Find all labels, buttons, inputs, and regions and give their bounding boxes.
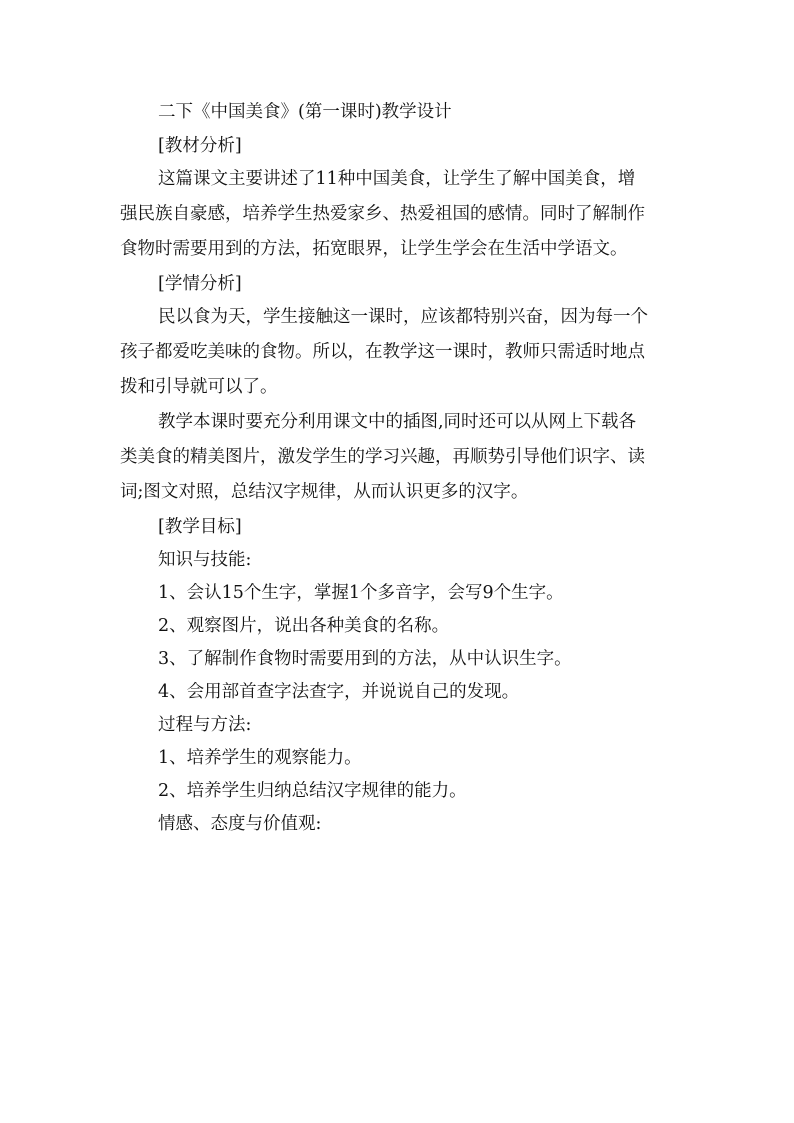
knowledge-item: 1、会认15个生字，掌握1个多音字，会写9个生字。 — [158, 583, 564, 603]
section-heading-goals: [教学目标] — [158, 517, 242, 537]
teaching-paragraph-line: 类美食的精美图片，激发学生的学习兴趣，再顺势引导他们识字、读 — [120, 447, 645, 467]
material-paragraph-line: 食物时需要用到的方法，拓宽眼界，让学生学会在生活中学语文。 — [120, 239, 628, 259]
learning-paragraph-line: 拨和引导就可以了。 — [120, 377, 278, 397]
emotion-heading: 情感、态度与价值观: — [158, 814, 322, 834]
knowledge-heading: 知识与技能: — [158, 550, 252, 570]
process-heading: 过程与方法: — [158, 715, 252, 735]
knowledge-item: 2、观察图片，说出各种美食的名称。 — [158, 616, 450, 636]
knowledge-item: 3、了解制作食物时需要用到的方法，从中认识生字。 — [158, 649, 572, 669]
process-item: 1、培养学生的观察能力。 — [158, 748, 362, 768]
document-title: 二下《中国美食》(第一课时)教学设计 — [158, 102, 452, 122]
material-paragraph-line: 这篇课文主要讲述了11种中国美食，让学生了解中国美食，增 — [158, 169, 636, 189]
teaching-paragraph-line: 词;图文对照，总结汉字规律，从而认识更多的汉字。 — [120, 482, 529, 502]
material-paragraph-line: 强民族自豪感，培养学生热爱家乡、热爱祖国的感情。同时了解制作 — [120, 204, 645, 224]
section-heading-material: [教材分析] — [158, 136, 242, 156]
learning-paragraph-line: 孩子都爱吃美味的食物。所以，在教学这一课时，教师只需适时地点 — [120, 342, 645, 362]
learning-paragraph-line: 民以食为天，学生接触这一课时，应该都特别兴奋，因为每一个 — [158, 307, 648, 327]
process-item: 2、培养学生归纳总结汉字规律的能力。 — [158, 781, 467, 801]
teaching-paragraph-line: 教学本课时要充分利用课文中的插图,同时还可以从网上下载各 — [158, 412, 637, 432]
knowledge-item: 4、会用部首查字法查字，并说说自己的发现。 — [158, 682, 520, 702]
document-page — [120, 100, 680, 845]
section-heading-learning: [学情分析] — [158, 274, 242, 294]
